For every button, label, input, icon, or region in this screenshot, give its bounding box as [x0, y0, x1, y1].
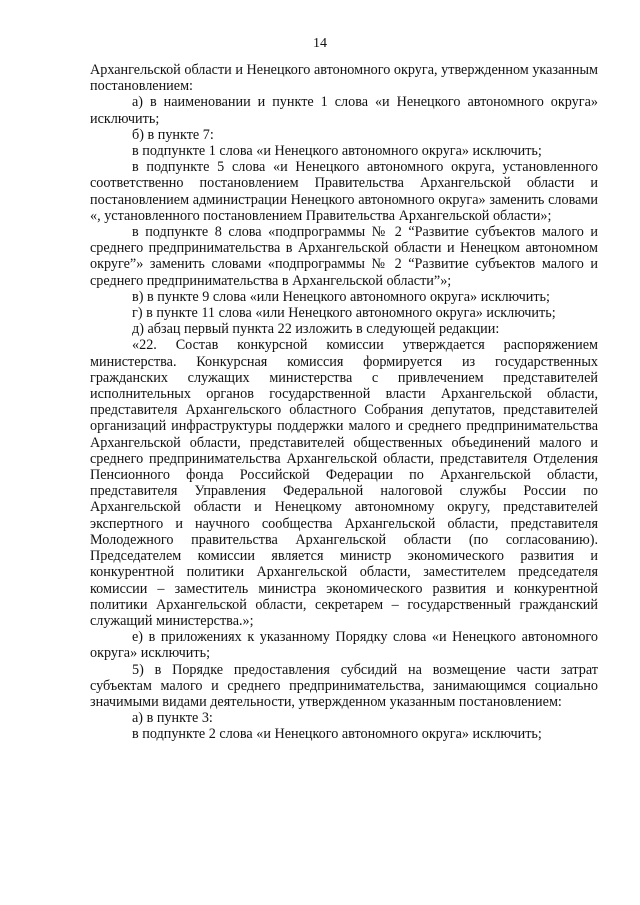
paragraph: в) в пункте 9 слова «или Ненецкого автономного округа» исключить;	[132, 288, 550, 305]
paragraph: «22. Состав конкурсной комиссии утверждается распоряжением министерства. Конкурсная комиссия формируется из государственных гражданских служащих министерства с привлечением представителей исполнительных органов государственной власти Архангельской области, представителя Архангельского областного Собрания депутатов, представителей организаций инфраструктуры поддержки малого и среднего предпринимательства Архангельской области, представителей общественных объединений малого и среднего предпринимательства Архангельской области, представителя Отделения Пенсионного фонда Российской Федерации по Архангельской области, представителя Управления Федеральной налоговой службы России по Архангельской области и Ненецкому автономному округу, представителей экспертного и научного сообщества Архангельской области, представителя Молодежного правительства Архангельской области (по согласованию). Председателем комиссии является министр экономического развития и конкурентной политики Архангельской области, заместителем председателя комиссии – заместитель министра экономического развития и конкурентной политики Архангельской области, секретарем – государственный гражданский служащий министерства.»;	[90, 337, 598, 629]
paragraph: Архангельской области и Ненецкого автономного округа, утвержденном указанным постановлением:	[90, 62, 598, 95]
paragraph: в подпункте 8 слова «подпрограммы № 2 “Развитие субъектов малого и среднего предпринимательства в Архангельской области и Ненецком автономном округе”» заменить словами «подпрограммы № 2 “Развитие субъектов малого и среднего предпринимательства в Архангельской области”»;	[90, 224, 598, 289]
paragraph: в подпункте 1 слова «и Ненецкого автономного округа» исключить;	[132, 143, 542, 160]
paragraph: а) в наименовании и пункте 1 слова «и Ненецкого автономного округа» исключить;	[90, 94, 598, 127]
page-number: 14	[313, 36, 327, 51]
paragraph: в подпункте 2 слова «и Ненецкого автономного округа» исключить;	[132, 726, 542, 743]
document-body	[90, 62, 598, 743]
paragraph: в подпункте 5 слова «и Ненецкого автономного округа, установленного соответственно постановлением Правительства Архангельской области и постановлением администрации Ненецкого автономного округа» заменить словами «, установленного постановлением Правительства Архангельской области»;	[90, 159, 598, 224]
paragraph: 5) в Порядке предоставления субсидий на возмещение части затрат субъектам малого и среднего предпринимательства, занимающимся социально значимыми видами деятельности, утвержденном указанным постановлением:	[90, 661, 598, 710]
paragraph: д) абзац первый пункта 22 изложить в следующей редакции:	[132, 321, 500, 338]
paragraph: е) в приложениях к указанному Порядку слова «и Ненецкого автономного округа» исключить;	[90, 629, 598, 662]
paragraph: г) в пункте 11 слова «или Ненецкого автономного округа» исключить;	[132, 305, 556, 322]
paragraph: а) в пункте 3:	[132, 710, 213, 727]
paragraph: б) в пункте 7:	[132, 126, 214, 143]
